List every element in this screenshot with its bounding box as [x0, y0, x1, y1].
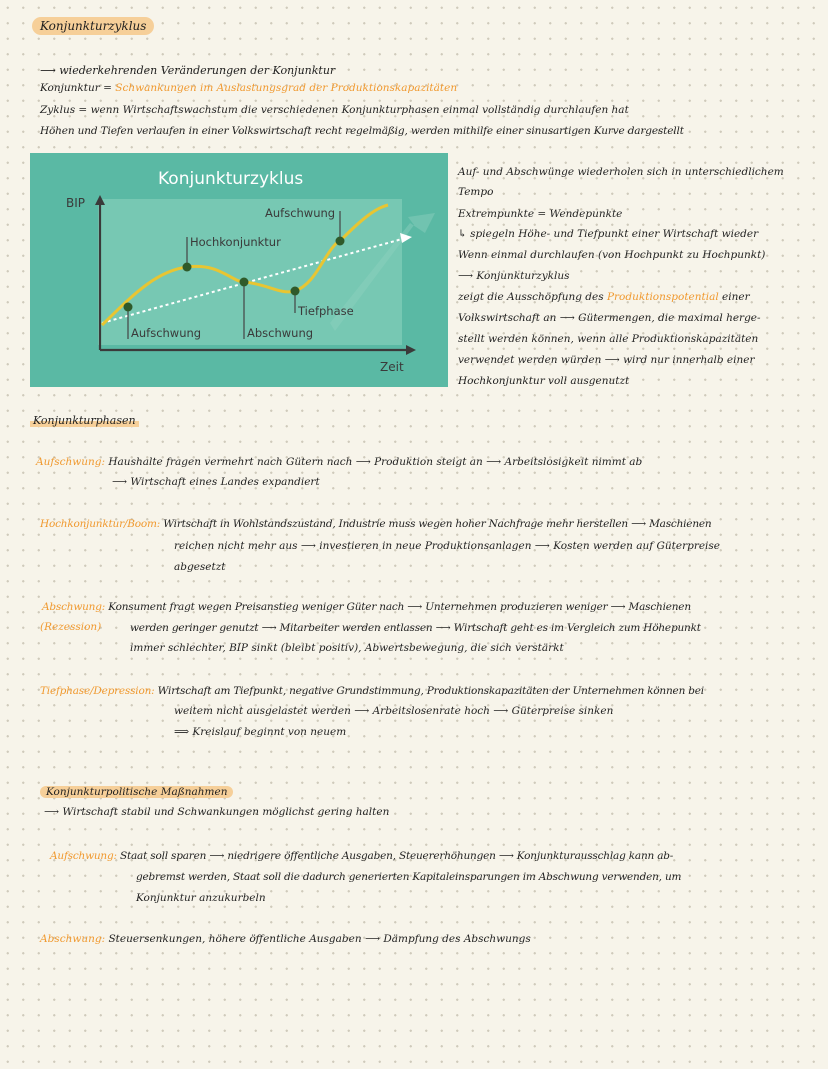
policy-subline: ⟶ Wirtschaft stabil und Schwankungen möglichst gering halten [44, 806, 390, 818]
y-axis-label: BIP [66, 196, 86, 210]
side-note-6: ⟶ Konjunkturzyklus [458, 270, 570, 282]
phases-heading-text: Konjunkturphasen [30, 414, 139, 427]
point-aufschwung [124, 303, 133, 312]
label-tiefphase: Tiefphase [298, 304, 354, 318]
policy-aufschwung-label: Aufschwung: [50, 850, 117, 862]
x-axis-arrow-icon [406, 345, 416, 355]
intro-line-4: Höhen und Tiefen verlaufen in einer Volkswirtschaft recht regelmäßig, werden mithilfe einer sinusartigen Kurve dargestellt [40, 125, 684, 137]
intro-line-2-prefix: Konjunktur = [40, 82, 116, 94]
label-aufschwung-bottom: Aufschwung [131, 326, 202, 340]
phase-tiefphase-text-1: Wirtschaft am Tiefpunkt, negative Grundstimmung, Produktionskapazitäten der Unternehmen können bei [157, 685, 704, 697]
intro-line-2-highlight: Schwankungen im Auslastungsgrad der Produktionskapazitäten [115, 82, 458, 94]
point-hochkonjunktur [183, 263, 192, 272]
phase-abschwung-line-3: immer schlechter, BIP sinkt (bleibt positiv), Abwertsbewegung, die sich verstärkt [130, 642, 564, 654]
point-tiefphase [291, 287, 300, 296]
phase-hochkonjunktur-text-1: Wirtschaft in Wohlstandszustand, Industrie muss wegen hoher Nachfrage mehr herstellen ⟶ Maschienen [163, 518, 712, 530]
side-potential-prefix: zeigt die Ausschöpfung des [458, 291, 607, 303]
label-abschwung: Abschwung [247, 326, 314, 340]
policy-heading [40, 786, 233, 798]
side-potential-highlight: Produktionspotential [606, 291, 719, 303]
policy-abschwung-label: Abschwung: [40, 933, 106, 945]
intro-line-2 [40, 82, 457, 94]
phase-abschwung-text-1: Konsument fragt wegen Preisanstieg weniger Güter nach ⟶ Unternehmen produzieren weniger ⟶ Maschienen [108, 601, 691, 613]
side-potential-3: verwendet werden würden ⟶ wird nur innerhalb einer [458, 354, 755, 366]
page-title [32, 19, 154, 33]
side-note-4: ↳ spiegeln Höhe- und Tiefpunkt einer Wirtschaft wieder [458, 228, 759, 240]
phase-aufschwung-line-1 [36, 456, 642, 468]
phase-tiefphase-line-2: weitem nicht ausgelastet werden ⟶ Arbeitslosenrate hoch ⟶ Güterpreise sinken [174, 705, 614, 717]
phase-hochkonjunktur-line-3: abgesetzt [174, 561, 226, 573]
policy-abschwung-text: Steuersenkungen, höhere öffentliche Ausgaben ⟶ Dämpfung des Abschwungs [108, 933, 531, 945]
policy-aufschwung-line-3: Konjunktur anzukurbeln [136, 892, 266, 904]
label-aufschwung-top: Aufschwung [265, 206, 336, 220]
point-abschwung [240, 278, 249, 287]
phase-aufschwung-line-2: ⟶ Wirtschaft eines Landes expandiert [112, 476, 320, 488]
point-aufschwung-top [336, 237, 345, 246]
phase-hochkonjunktur-line-1 [40, 518, 711, 530]
side-note-3: Extrempunkte = Wendepunkte [458, 208, 623, 220]
label-hochkonjunktur: Hochkonjunktur [190, 235, 281, 249]
policy-aufschwung-line-1 [50, 850, 673, 862]
side-note-1: Auf- und Abschwünge wiederholen sich in unterschiedlichem [458, 166, 784, 178]
policy-aufschwung-text-1: Staat soll sparen ⟶ niedrigere öffentliche Ausgaben, Steuererhöhungen ⟶ Konjunkturausschlag kann ab- [119, 850, 674, 862]
side-potential-line [458, 291, 750, 303]
intro-line-1: ⟶ wiederkehrenden Veränderungen der Konjunktur [40, 64, 336, 77]
phase-hochkonjunktur-label: Hochkonjunktur/Boom: [40, 518, 161, 530]
side-note-5: Wenn einmal durchlaufen (von Hochpunkt zu Hochpunkt) [458, 249, 766, 261]
side-potential-4: Hochkonjunktur voll ausgenutzt [458, 375, 630, 387]
x-axis-label: Zeit [380, 360, 404, 374]
side-potential-2: stellt werden können, wenn alle Produktionskapazitäten [458, 333, 759, 345]
page-title-text: Konjunkturzyklus [32, 17, 154, 35]
phase-aufschwung-text-1: Haushalte fragen vermehrt nach Gütern nach ⟶ Produktion steigt an ⟶ Arbeitslosigkeit nimmt ab [108, 456, 643, 468]
cycle-chart [30, 153, 448, 387]
policy-aufschwung-line-2: gebremst werden, Staat soll die dadurch generierten Kapitaleinsparungen im Abschwung verwenden, um [136, 871, 682, 883]
chart-panel [30, 153, 448, 387]
phase-abschwung-label-2: (Rezession) [40, 621, 102, 633]
policy-abschwung-line [40, 933, 531, 945]
side-note-2: Tempo [458, 186, 494, 198]
chart-title: Konjunkturzyklus [158, 169, 304, 189]
side-potential-suffix: einer [718, 291, 750, 303]
phase-tiefphase-label: Tiefphase/Depression: [40, 685, 155, 697]
phase-tiefphase-line-1 [40, 685, 704, 697]
phase-hochkonjunktur-line-2: reichen nicht mehr aus ⟶ investieren in neue Produktionsanlagen ⟶ Kosten werden auf Güterpreise [174, 540, 721, 552]
side-potential-1: Volkswirtschaft an ⟶ Gütermengen, die maximal herge- [458, 312, 761, 324]
phase-aufschwung-label: Aufschwung: [36, 456, 106, 468]
phase-abschwung-label: Abschwung: [42, 601, 106, 613]
policy-heading-text: Konjunkturpolitische Maßnahmen [40, 786, 233, 798]
intro-line-3: Zyklus = wenn Wirtschaftswachstum die verschiedenen Konjunkturphasen einmal vollständig durchlaufen hat [40, 104, 629, 116]
phase-tiefphase-line-3: ⟹ Kreislauf beginnt von neuem [174, 726, 347, 738]
phases-heading [30, 414, 139, 427]
y-axis-arrow-icon [95, 195, 105, 205]
trend-line [102, 239, 402, 323]
phase-abschwung-line-1 [42, 601, 691, 613]
phase-abschwung-line-2: werden geringer genutzt ⟶ Mitarbeiter werden entlassen ⟶ Wirtschaft geht es im Vergleich zum Höhepunkt [130, 622, 701, 634]
